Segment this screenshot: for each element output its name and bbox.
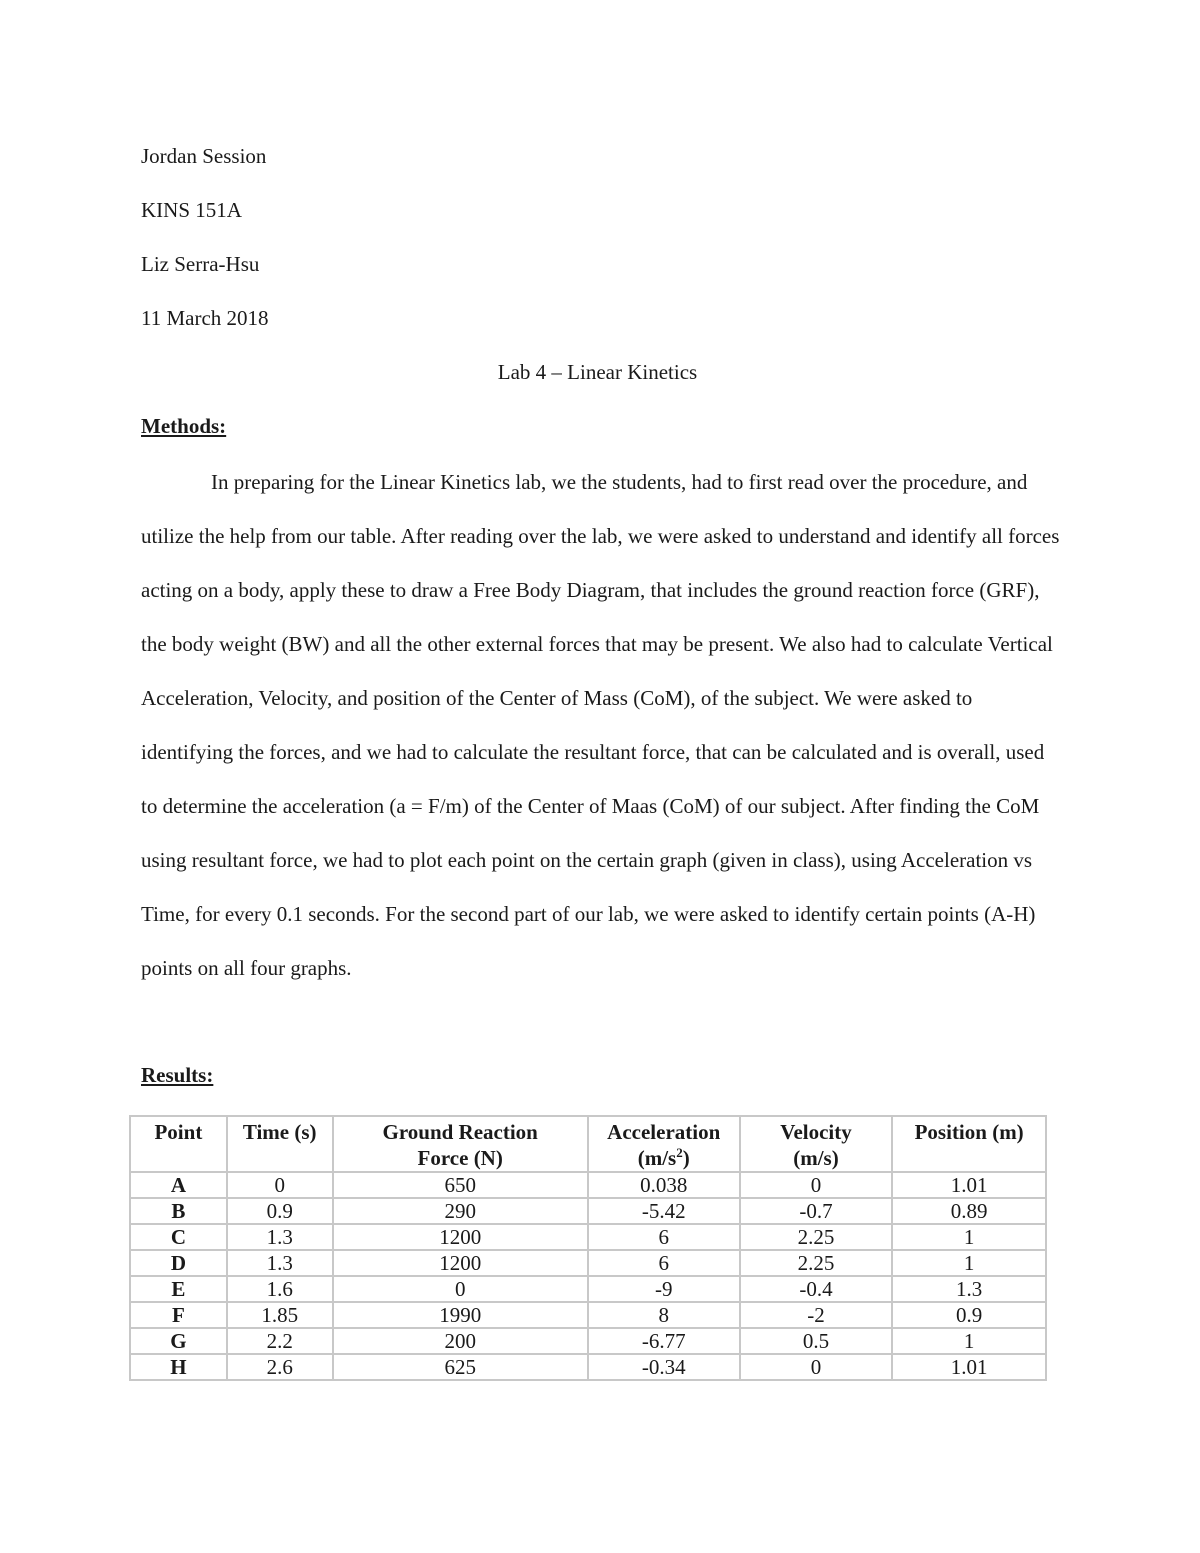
acceleration-cell: -5.42 xyxy=(588,1198,740,1224)
header-grf-line2: Force (N) xyxy=(417,1146,503,1170)
time-cell: 1.85 xyxy=(227,1302,333,1328)
table-row xyxy=(130,1302,1046,1328)
table-row xyxy=(130,1328,1046,1354)
table-header-row xyxy=(130,1116,1046,1172)
table-row xyxy=(130,1172,1046,1198)
acceleration-cell: -0.34 xyxy=(588,1354,740,1380)
header-acceleration-unit-pre: (m/s xyxy=(637,1146,677,1170)
acceleration-cell: 8 xyxy=(588,1302,740,1328)
point-cell: F xyxy=(130,1302,227,1328)
velocity-cell: 0 xyxy=(740,1354,893,1380)
grf-cell: 625 xyxy=(333,1354,588,1380)
point-cell: E xyxy=(130,1276,227,1302)
point-cell: G xyxy=(130,1328,227,1354)
table-row xyxy=(130,1276,1046,1302)
time-cell: 2.2 xyxy=(227,1328,333,1354)
header-time: Time (s) xyxy=(227,1116,333,1172)
acceleration-cell: 6 xyxy=(588,1250,740,1276)
header-acceleration-unit-post: ) xyxy=(682,1146,690,1170)
point-cell: D xyxy=(130,1250,227,1276)
acceleration-cell: -9 xyxy=(588,1276,740,1302)
time-cell: 0.9 xyxy=(227,1198,333,1224)
author-name: Jordan Session xyxy=(141,144,267,168)
header-acceleration-line1: Acceleration xyxy=(607,1120,721,1144)
velocity-cell: 2.25 xyxy=(740,1250,893,1276)
header-acceleration-unit-sup: 2 xyxy=(676,1145,683,1160)
grf-cell: 1200 xyxy=(333,1250,588,1276)
velocity-cell: 0 xyxy=(740,1172,893,1198)
position-cell: 1 xyxy=(892,1250,1046,1276)
table-row xyxy=(130,1354,1046,1380)
grf-cell: 1990 xyxy=(333,1302,588,1328)
instructor-name: Liz Serra-Hsu xyxy=(141,252,260,276)
header-velocity-line2: (m/s) xyxy=(793,1146,839,1170)
header-grf-line1: Ground Reaction xyxy=(382,1120,538,1144)
position-cell: 0.9 xyxy=(892,1302,1046,1328)
grf-cell: 0 xyxy=(333,1276,588,1302)
results-heading: Results: xyxy=(141,1063,214,1087)
header-point: Point xyxy=(130,1116,227,1172)
header-acceleration xyxy=(588,1116,740,1172)
table-row xyxy=(130,1198,1046,1224)
position-cell: 1 xyxy=(892,1224,1046,1250)
velocity-cell: -0.7 xyxy=(740,1198,893,1224)
time-cell: 2.6 xyxy=(227,1354,333,1380)
position-cell: 1 xyxy=(892,1328,1046,1354)
point-cell: C xyxy=(130,1224,227,1250)
methods-heading: Methods: xyxy=(141,414,227,438)
velocity-cell: -2 xyxy=(740,1302,893,1328)
time-cell: 0 xyxy=(227,1172,333,1198)
point-cell: H xyxy=(130,1354,227,1380)
grf-cell: 290 xyxy=(333,1198,588,1224)
grf-cell: 650 xyxy=(333,1172,588,1198)
table-row xyxy=(130,1224,1046,1250)
header-velocity xyxy=(740,1116,893,1172)
time-cell: 1.6 xyxy=(227,1276,333,1302)
document-title: Lab 4 – Linear Kinetics xyxy=(497,360,698,384)
grf-cell: 200 xyxy=(333,1328,588,1354)
position-cell: 0.89 xyxy=(892,1198,1046,1224)
header-grf xyxy=(333,1116,588,1172)
position-cell: 1.01 xyxy=(892,1354,1046,1380)
methods-paragraph: In preparing for the Linear Kinetics lab, we the students, had to first read over the procedure, and utilize the help from our table. After reading over the lab, we were asked to understand and identify all forces acting on a body, apply these to draw a Free Body Diagram, that includes the ground reaction force (GRF), the body weight (BW) and all the other external forces that may be present. We also had to calculate Vertical Acceleration, Velocity, and position of the Center of Mass (CoM), of the subject. We were asked to identifying the forces, and we had to calculate the resultant force, that can be calculated and is overall, used to determine the acceleration (a = F/m) of the Center of Maas (CoM) of our subject. After finding the CoM using resultant force, we had to plot each point on the certain graph (given in class), using Acceleration vs Time, for every 0.1 seconds. For the second part of our lab, we were asked to identify certain points (A-H) points on all four graphs. xyxy=(141,470,1060,980)
header-velocity-line1: Velocity xyxy=(780,1120,852,1144)
acceleration-cell: -6.77 xyxy=(588,1328,740,1354)
table-row xyxy=(130,1250,1046,1276)
position-cell: 1.01 xyxy=(892,1172,1046,1198)
velocity-cell: 2.25 xyxy=(740,1224,893,1250)
header-position: Position (m) xyxy=(892,1116,1046,1172)
acceleration-cell: 0.038 xyxy=(588,1172,740,1198)
document-date: 11 March 2018 xyxy=(141,306,269,330)
velocity-cell: 0.5 xyxy=(740,1328,893,1354)
course-code: KINS 151A xyxy=(141,198,242,222)
time-cell: 1.3 xyxy=(227,1224,333,1250)
results-table xyxy=(129,1115,1047,1381)
point-cell: A xyxy=(130,1172,227,1198)
point-cell: B xyxy=(130,1198,227,1224)
acceleration-cell: 6 xyxy=(588,1224,740,1250)
grf-cell: 1200 xyxy=(333,1224,588,1250)
position-cell: 1.3 xyxy=(892,1276,1046,1302)
time-cell: 1.3 xyxy=(227,1250,333,1276)
velocity-cell: -0.4 xyxy=(740,1276,893,1302)
